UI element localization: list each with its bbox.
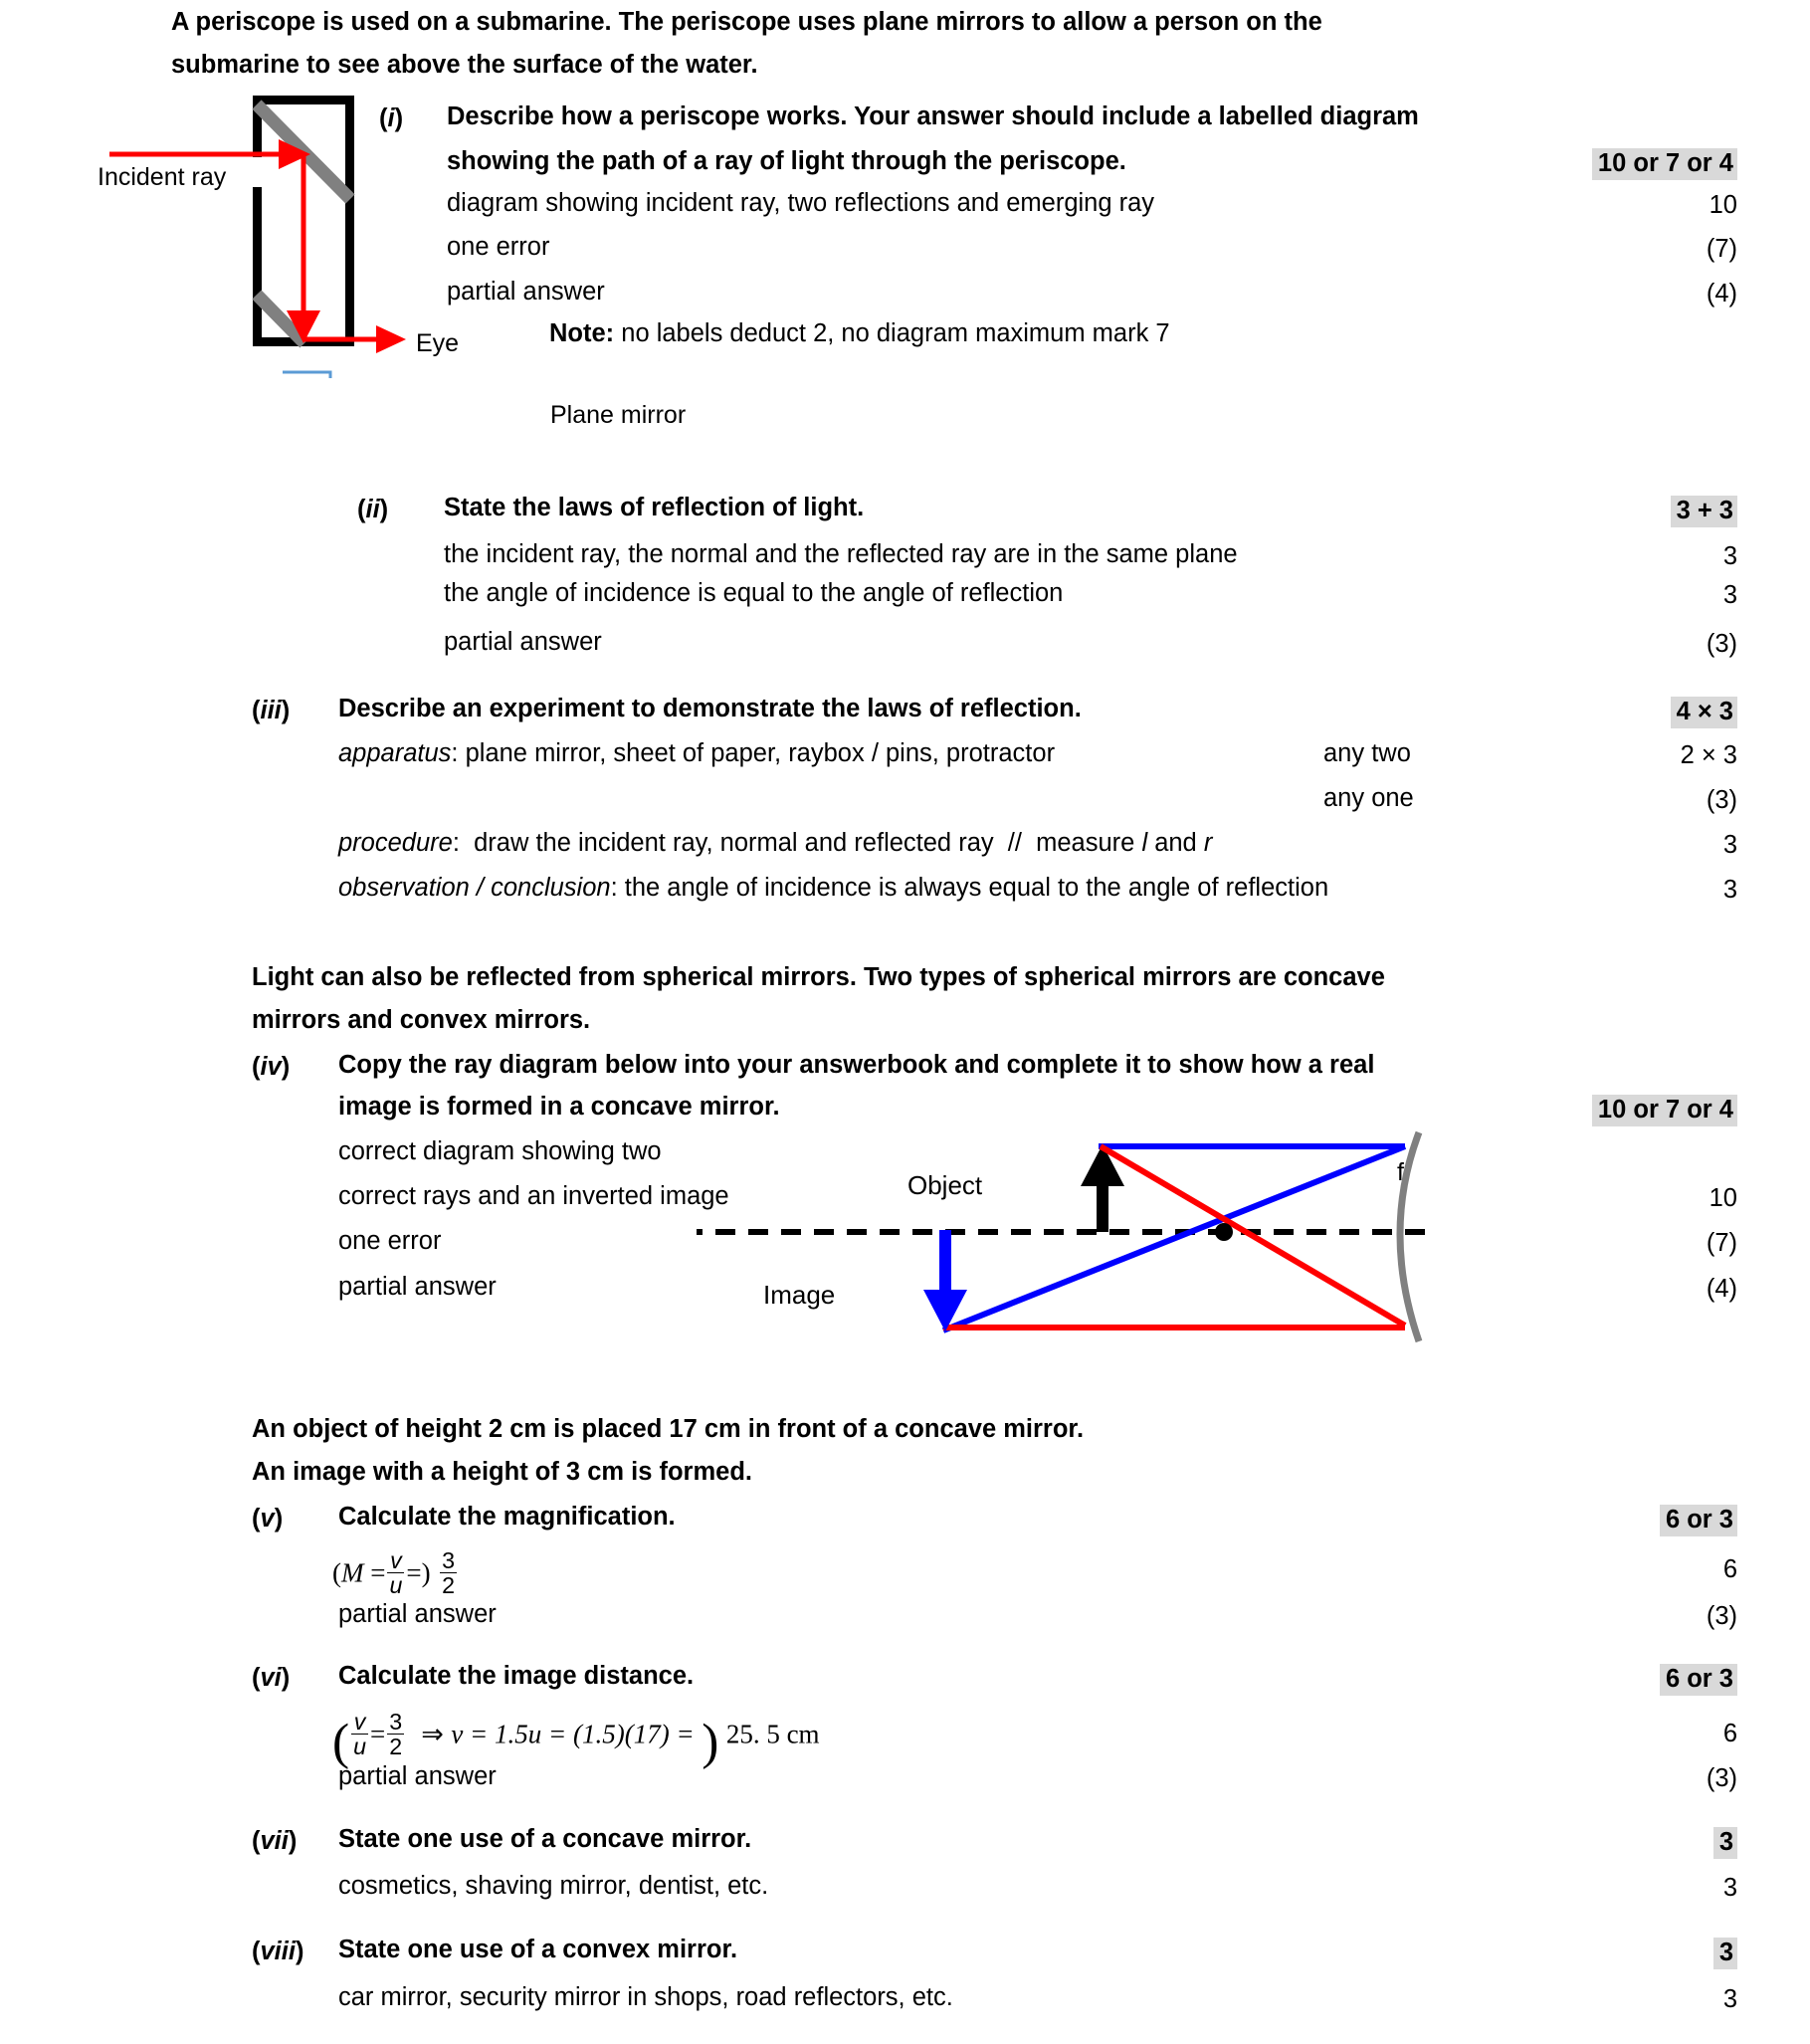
part-iii-observation-line (338, 876, 1328, 902)
focal-point-label: f (1397, 1158, 1404, 1186)
part-ii-answer-0-mark: 3 (1722, 542, 1737, 570)
numeric-intro-line-2: An image with a height of 3 cm is formed. (252, 1458, 752, 1486)
part-iii-total-mark: 4 × 3 (1671, 697, 1737, 728)
observation-label: observation / conclusion (338, 874, 611, 902)
frac-2-denominator: 2 (442, 1572, 456, 1599)
image-arrow (923, 1230, 967, 1331)
part-iv-answer-1: correct rays and an inverted image (338, 1182, 729, 1210)
vertical-ray-arrow (287, 154, 320, 343)
part-vi-numeral: (vi) (252, 1664, 291, 1692)
part-iv-total-mark: 10 or 7 or 4 (1592, 1095, 1737, 1126)
part-i-note (549, 321, 1170, 347)
image-label: Image (763, 1280, 836, 1310)
part-iii-apparatus-line (338, 741, 1055, 767)
part-vii-answer: cosmetics, shaving mirror, dentist, etc. (338, 1872, 769, 1900)
part-vii-numeral: (vii) (252, 1827, 298, 1855)
part-viii-answer-mark: 3 (1722, 1985, 1737, 2013)
frac-u-denominator-2: u (353, 1734, 367, 1760)
part-vi-total-mark: 6 or 3 (1660, 1664, 1737, 1696)
part-v-answer-0-mark: 6 (1722, 1555, 1737, 1583)
frac-v-numerator-2: v (353, 1709, 366, 1735)
part-iv-answer-2-mark: (7) (1706, 1229, 1737, 1257)
part-iv-question-line-2: image is formed in a concave mirror. (338, 1093, 780, 1121)
apparatus-text: : plane mirror, sheet of paper, raybox / pins, protractor (451, 739, 1056, 767)
part-viii-answer: car mirror, security mirror in shops, road reflectors, etc. (338, 1983, 953, 2011)
image-dist-fraction-vu (351, 1710, 368, 1759)
part-ii-question: State the laws of reflection of light. (444, 494, 865, 521)
intro-line-2: submarine to see above the surface of the water. (171, 51, 758, 79)
part-i-numeral: (i) (379, 104, 404, 132)
part-viii-numeral: (viii) (252, 1938, 304, 1965)
numeric-intro-line-1: An object of height 2 cm is placed 17 cm in front of a concave mirror. (252, 1415, 1085, 1443)
part-v-question: Calculate the magnification. (338, 1503, 676, 1531)
part-iv-question-line-1: Copy the ray diagram below into your answerbook and complete it to show how a real (338, 1051, 1375, 1079)
frac-v-numerator: v (390, 1547, 402, 1573)
part-i-answer-2-mark: (4) (1706, 280, 1737, 307)
blue-ray (943, 1146, 1405, 1330)
part-v-answer-1-mark: (3) (1706, 1602, 1737, 1630)
part-i-answer-0-mark: 10 (1709, 191, 1737, 219)
part-i-total-mark: 10 or 7 or 4 (1592, 148, 1737, 180)
focal-point-dot (1215, 1223, 1233, 1241)
frac-3-numerator-2: 3 (389, 1709, 403, 1735)
part-iii-question: Describe an experiment to demonstrate the laws of reflection. (338, 695, 1082, 722)
part-vi-answer-0-mark: 6 (1722, 1720, 1737, 1747)
emerging-ray-arrow (303, 325, 406, 353)
image-dist-expression: v = 1.5u = (1.5)(17) = (451, 1719, 695, 1749)
eye-label: Eye (416, 329, 460, 357)
part-iv-answer-3-mark: (4) (1706, 1275, 1737, 1303)
part-viii-total-mark: 3 (1713, 1938, 1737, 1969)
image-dist-fraction-32 (387, 1710, 404, 1759)
part-ii-numeral: (ii) (357, 496, 389, 523)
note-label: Note: (549, 319, 615, 347)
frac-3-numerator: 3 (442, 1547, 456, 1573)
note-text: no labels deduct 2, no diagram maximum mark 7 (621, 319, 1170, 347)
part-iii-answer-3-mark: 3 (1722, 876, 1737, 904)
part-vii-answer-mark: 3 (1722, 1874, 1737, 1902)
part-iii-answer-0-mark: 2 × 3 (1680, 741, 1737, 769)
part-i-question-line-2: showing the path of a ray of light through the periscope. (447, 147, 1126, 175)
part-i-answer-1: one error (447, 233, 550, 261)
part-iii-answer-1-mark: (3) (1706, 786, 1737, 814)
part-iv-answer-2: one error (338, 1227, 442, 1255)
magnification-fraction-32 (440, 1548, 457, 1598)
procedure-label: procedure (338, 829, 453, 857)
part-i-answer-1-mark: (7) (1706, 235, 1737, 263)
incident-ray-label: Incident ray (98, 163, 227, 191)
part-v-formula: (M = $\frac{v}{u}$ =) $\frac{3}{2}$ (332, 1547, 456, 1599)
part-v-numeral: (v) (252, 1505, 284, 1533)
part-iv-answer-1-mark: 10 (1709, 1184, 1737, 1212)
part-iii-qualifier-any-two: any two (1323, 739, 1411, 767)
spherical-intro-line-2: mirrors and convex mirrors. (252, 1006, 591, 1034)
magnification-fraction-vu (387, 1548, 404, 1598)
part-vii-total-mark: 3 (1713, 1827, 1737, 1859)
part-vi-formula: ( $\frac{v}{u}$ = $\frac{3}{2}$ ⇒ v = 1.5u = (1.5)(17) = ) 25. 5 cm (332, 1709, 820, 1770)
part-v-total-mark: 6 or 3 (1660, 1505, 1737, 1536)
plane-mirror-label: Plane mirror (550, 401, 687, 429)
observation-text: : the angle of incidence is always equal to the angle of reflection (610, 874, 1329, 902)
part-iii-numeral: (iii) (252, 697, 291, 724)
part-i-question-line-1: Describe how a periscope works. Your answer should include a labelled diagram (447, 102, 1419, 130)
part-ii-answer-1-mark: 3 (1722, 581, 1737, 609)
apparatus-label: apparatus (338, 739, 452, 767)
frac-2-denominator-2: 2 (389, 1734, 403, 1760)
part-ii-answer-2: partial answer (444, 628, 602, 656)
frac-u-denominator: u (389, 1572, 403, 1599)
part-vi-answer-1-mark: (3) (1706, 1764, 1737, 1792)
part-ii-answer-1: the angle of incidence is equal to the angle of reflection (444, 579, 1064, 607)
part-iv-answer-0: correct diagram showing two (338, 1137, 662, 1165)
plane-mirror-pointer (283, 372, 416, 378)
part-vi-answer-1: partial answer (338, 1762, 497, 1790)
part-iv-answer-3: partial answer (338, 1273, 497, 1301)
object-label: Object (907, 1170, 983, 1200)
part-viii-question: State one use of a convex mirror. (338, 1936, 738, 1963)
part-vi-question: Calculate the image distance. (338, 1662, 695, 1690)
part-iii-answer-2-mark: 3 (1722, 831, 1737, 859)
part-i-answer-0: diagram showing incident ray, two reflections and emerging ray (447, 189, 1155, 217)
part-ii-total-mark: 3 + 3 (1671, 496, 1737, 527)
part-iii-qualifier-any-one: any one (1323, 784, 1414, 812)
part-iv-numeral: (iv) (252, 1053, 291, 1081)
part-v-answer-1: partial answer (338, 1600, 497, 1628)
part-ii-answer-0: the incident ray, the normal and the reflected ray are in the same plane (444, 540, 1238, 568)
spherical-intro-line-1: Light can also be reflected from spherical mirrors. Two types of spherical mirrors are concave (252, 963, 1385, 991)
image-dist-result: 25. 5 cm (725, 1719, 820, 1749)
intro-line-1: A periscope is used on a submarine. The periscope uses plane mirrors to allow a person on the (171, 8, 1322, 36)
part-ii-answer-2-mark: (3) (1706, 630, 1737, 658)
part-iii-procedure-line: procedure: draw the incident ray, normal and reflected ray // measure l and r (338, 829, 1213, 857)
part-i-answer-2: partial answer (447, 278, 605, 306)
equals-sign-1: = (370, 1719, 386, 1749)
part-vii-question: State one use of a concave mirror. (338, 1825, 752, 1853)
implies-arrow: ⇒ (421, 1719, 444, 1749)
